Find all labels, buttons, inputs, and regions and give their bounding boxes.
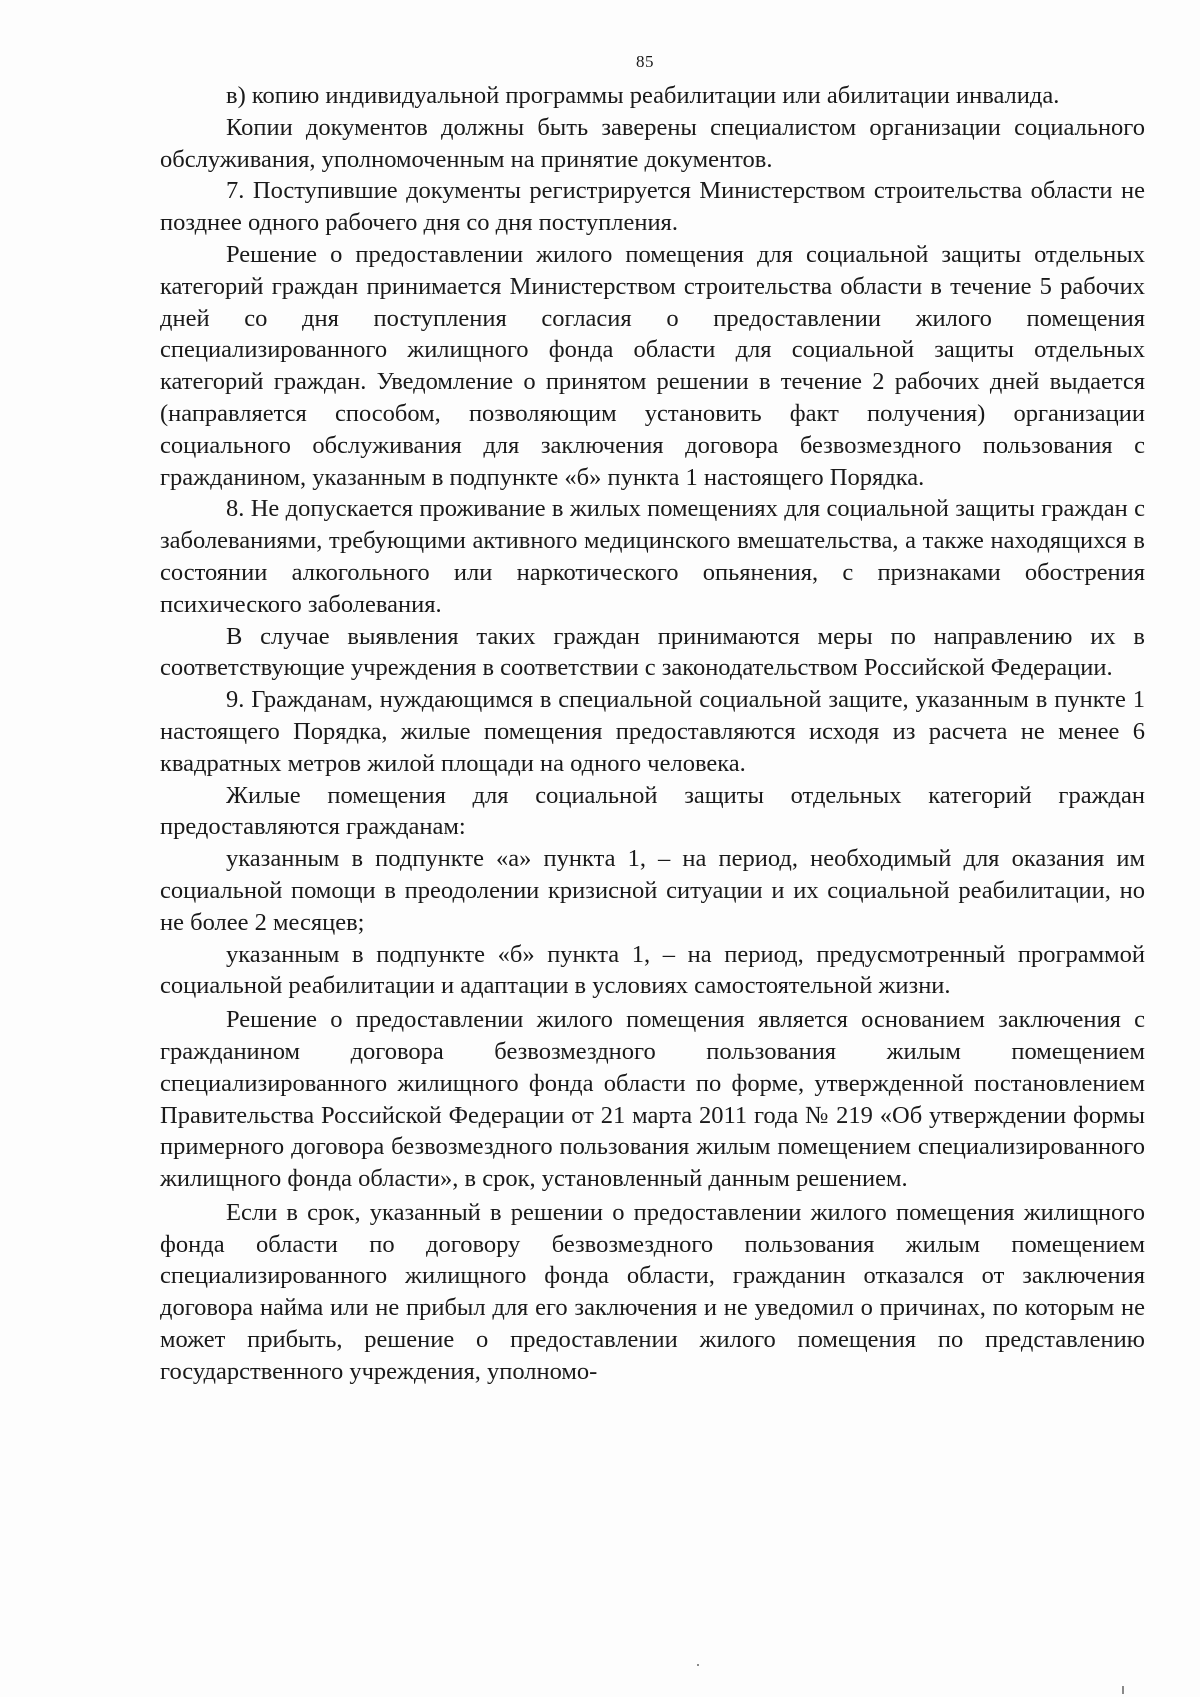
paragraph-decision-provision: Решение о предоставлении жилого помещения для социальной защиты отдельных категорий граждан принимается Министерством строительства области в течение 5 рабочих дней со дня поступления согласия о предоставлении жилого помещения специализированного жилищного фонда области для социальной защиты отдельных категорий граждан. Уведомление о принятом решении в течение 2 рабочих дней выдается (направляется способом, позволяющим установить факт получения) организации социального обслуживания для заключения договора безвозмездного пользования с гражданином, указанным в подпункте «б» пункта 1 настоящего Порядка. bbox=[160, 240, 1145, 491]
page-number: 85 bbox=[636, 52, 654, 71]
paragraph-subitem-a: указанным в подпункте «а» пункта 1, – на период, необходимый для оказания им социальной помощи в преодолении кризисной ситуации и их социальной реабилитации, но не более 2 месяцев; bbox=[160, 845, 1145, 936]
document-body bbox=[160, 80, 1145, 1388]
paragraph-decision-basis: Решение о предоставлении жилого помещения является основанием заключения с гражданином договора безвозмездного пользования жилым помещением специализированного жилищного фонда области по форме, утвержденной постановлением Правительства Российской Федерации от 21 марта 2011 года № 219 «Об утверждении формы примерного договора безвозмездного пользования жилым помещением специализированного жилищного фонда области», в срок, установленный данным решением. bbox=[160, 1006, 1145, 1193]
paragraph-item-7: 7. Поступившие документы регистрируется Министерством строительства области не позднее одного рабочего дня со дня поступления. bbox=[160, 177, 1145, 237]
paragraph-provided-to-citizens: Жилые помещения для социальной защиты отдельных категорий граждан предоставляются гражданам: bbox=[160, 781, 1145, 841]
paragraph-identification-measures: В случае выявления таких граждан принимаются меры по направлению их в соответствующие учреждения в соответствии с законодательством Российской Федерации. bbox=[160, 622, 1145, 682]
scan-speck bbox=[1122, 1686, 1124, 1694]
paragraph-item-9: 9. Гражданам, нуждающимся в специальной социальной защите, указанным в пункте 1 настоящего Порядка, жилые помещения предоставляются исходя из расчета не менее 6 квадратных метров жилой площади на одного человека. bbox=[160, 686, 1145, 777]
paragraph-ipr-copy: в) копию индивидуальной программы реабилитации или абилитации инвалида. bbox=[226, 82, 1060, 109]
paragraph-refusal-case: Если в срок, указанный в решении о предоставлении жилого помещения жилищного фонда области по договору безвозмездного пользования жилым помещением специализированного жилищного фонда области, гражданин отказался от заключения договора найма или не прибыл для его заключения и не уведомил о причинах, по которым не может прибыть, решение о предоставлении жилого помещения по представлению государственного учреждения, уполномо- bbox=[160, 1198, 1145, 1385]
scan-speck bbox=[697, 1664, 699, 1666]
paragraph-item-8: 8. Не допускается проживание в жилых помещениях для социальной защиты граждан с заболеваниями, требующими активного медицинского вмешательства, а также находящихся в состоянии алкогольного или наркотического опьянения, с признаками обострения психического заболевания. bbox=[160, 495, 1145, 618]
paragraph-subitem-b: указанным в подпункте «б» пункта 1, – на период, предусмотренный программой социальной реабилитации и адаптации в условиях самостоятельной жизни. bbox=[160, 940, 1145, 1000]
paragraph-copies-certified: Копии документов должны быть заверены специалистом организации социального обслуживания, уполномоченным на принятие документов. bbox=[160, 113, 1145, 173]
